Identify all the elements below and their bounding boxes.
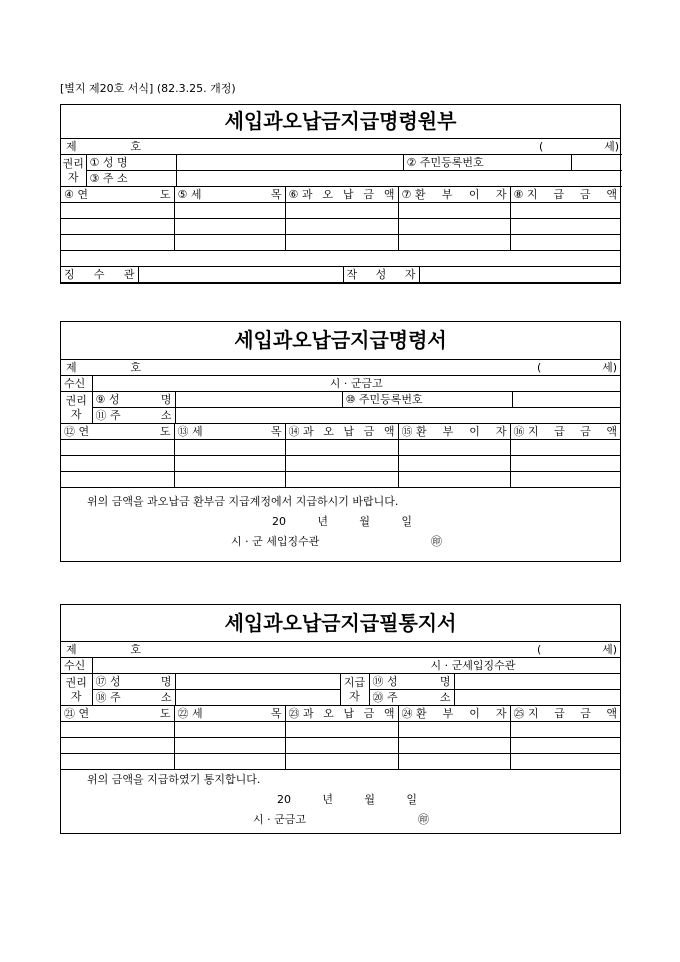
form3-address-label-b: 소: [160, 690, 172, 704]
form3-date-year-unit: 년: [322, 793, 333, 806]
form1-writer-a: 작: [346, 267, 358, 281]
form2-col-payment-c: 금: [580, 424, 591, 438]
form2-date-month-unit: 월: [359, 515, 370, 528]
cell[interactable]: [398, 472, 510, 488]
cell[interactable]: [61, 754, 174, 770]
form3-table: [61, 642, 620, 706]
form3-signer: 시 · 군금고: [253, 813, 306, 826]
form2-address-value[interactable]: [175, 408, 620, 424]
form3-address-label-a: ⑱ 주: [95, 690, 121, 704]
form2-id-label: [342, 392, 512, 408]
form1-id-label-text: ② 주민등록번호: [406, 155, 484, 169]
form2-date-year: 20: [272, 515, 286, 528]
form1-col-interest-a: ⑦ 환: [401, 187, 426, 201]
form-order: [60, 321, 621, 562]
form2-id-label-text: ⑩ 주민등록번호: [345, 392, 423, 406]
form-ledger: [60, 104, 621, 284]
cell[interactable]: [174, 235, 285, 251]
table-row: [61, 472, 620, 488]
form3-col-tax: [174, 706, 285, 722]
cell[interactable]: [285, 203, 398, 219]
cell[interactable]: [285, 456, 398, 472]
form1-writer-c: 자: [404, 267, 416, 281]
table-row: [61, 235, 620, 251]
form1-writer-label: [343, 267, 419, 283]
cell[interactable]: [174, 219, 285, 235]
form2-col-payment: [510, 424, 620, 440]
form3-right-holder: [61, 674, 92, 706]
cell[interactable]: [398, 754, 510, 770]
form3-col-overpaid-e: 액: [383, 706, 395, 720]
form2-no-row: [61, 360, 620, 376]
form3-col-interest-b: 부: [442, 706, 454, 720]
form1-address-value[interactable]: [176, 171, 622, 187]
cell[interactable]: [285, 440, 398, 456]
form1-col-overpaid: [285, 187, 398, 203]
form1-name-label: [86, 155, 176, 171]
form1-id-label: [403, 155, 571, 171]
form1-col-payment-a: ⑧ 지: [513, 187, 538, 201]
form2-address-label-b: 소: [160, 408, 172, 422]
form3-col-payment-b: 급: [554, 706, 565, 720]
form2-recipient-value: [92, 376, 620, 392]
form3-date-month-unit: 월: [364, 793, 375, 806]
form3-name-value[interactable]: [175, 674, 340, 690]
form1-col-year-b: 도: [159, 187, 171, 201]
form2-col-overpaid-d: 금: [363, 424, 375, 438]
table-row: [61, 251, 620, 267]
form1-writer-value[interactable]: [419, 267, 620, 283]
form1-col-interest: [398, 187, 510, 203]
form2-title: 세입과오납금지급명령서: [61, 322, 620, 360]
cell[interactable]: [510, 203, 620, 219]
form3-recipient-text: 수신: [64, 658, 86, 672]
form2-col-year-a: ⑫ 연: [64, 424, 90, 438]
form3-payee-name-b: 명: [439, 674, 451, 688]
form1-col-year-a: ④ 연: [64, 187, 88, 201]
form3-col-interest-c: 이: [469, 706, 480, 720]
form1-col-overpaid-a: ⑥ 과: [288, 187, 313, 201]
form3-date-year: 20: [277, 793, 291, 806]
form1-collector-a: 징: [64, 267, 75, 281]
cell[interactable]: [398, 456, 510, 472]
table-row: [61, 738, 620, 754]
form1-col-tax-a: ⑤ 세: [177, 187, 202, 201]
form2-name-label: [92, 392, 175, 408]
form2-right-holder: [61, 392, 92, 424]
form2-no-label-a: 제: [66, 360, 77, 374]
form2-table: [61, 360, 620, 424]
form2-year-close: 세): [602, 360, 617, 374]
form2-col-interest-a: ⑮ 환: [401, 424, 427, 438]
cell[interactable]: [398, 738, 510, 754]
cell[interactable]: [61, 440, 174, 456]
form2-notice-block: [61, 488, 620, 561]
form3-col-tax-b: 목: [270, 706, 282, 720]
cell[interactable]: [510, 472, 620, 488]
form3-col-overpaid-c: 납: [343, 706, 355, 720]
form3-no-row: [61, 642, 620, 658]
form3-notice: 위의 금액을 지급하였기 통지합니다.: [87, 773, 261, 786]
form1-writer-b: 성: [375, 267, 387, 281]
form1-collector-label: [61, 267, 138, 283]
form2-col-tax: [174, 424, 285, 440]
form2-year-open: (: [537, 360, 542, 374]
form2-date-day-unit: 일: [401, 515, 412, 528]
form2-id-value[interactable]: [512, 392, 620, 408]
cell[interactable]: [285, 754, 398, 770]
form2-col-payment-a: ⑯ 지: [513, 424, 539, 438]
form1-col-tax-b: 목: [270, 187, 282, 201]
form3-col-payment-c: 금: [580, 706, 591, 720]
form3-col-year-b: 도: [159, 706, 171, 720]
form1-no-label-a: 제: [66, 139, 77, 153]
form1-right-holder-b: 자: [67, 170, 79, 184]
cell[interactable]: [510, 235, 620, 251]
form3-right-holder-a: 권리: [65, 675, 87, 689]
form3-payee-a: 지급: [343, 675, 366, 689]
cell[interactable]: [285, 235, 398, 251]
cell[interactable]: [174, 738, 285, 754]
form1-col-overpaid-c: 납: [342, 187, 354, 201]
form1-col-payment-c: 금: [579, 187, 591, 201]
form3-col-year: [61, 706, 174, 722]
cell[interactable]: [510, 440, 620, 456]
form2-col-overpaid-e: 액: [383, 424, 395, 438]
form3-payee-name-a: ⑲ 성: [372, 674, 398, 688]
form1-collector-value[interactable]: [138, 267, 343, 283]
form3-recipient-label: [61, 658, 92, 674]
cell[interactable]: [61, 251, 620, 267]
cell[interactable]: [398, 235, 510, 251]
form2-col-overpaid-b: 오: [323, 424, 334, 438]
form1-amount-table: [61, 187, 620, 267]
cell[interactable]: [398, 722, 510, 738]
form3-no-label-a: 제: [66, 642, 77, 656]
cell[interactable]: [61, 235, 174, 251]
form2-col-interest-b: 부: [442, 424, 454, 438]
form2-date-year-unit: 년: [317, 515, 328, 528]
form3-recipient-value: [92, 658, 620, 674]
form3-payee: [340, 674, 369, 706]
form2-right-holder-b: 자: [70, 407, 82, 421]
form1-col-payment: [510, 187, 620, 203]
form2-address-label: [92, 408, 175, 424]
table-row: [61, 754, 620, 770]
cell[interactable]: [174, 456, 285, 472]
form1-sign-table: [61, 267, 620, 283]
form2-right-holder-a: 권리: [65, 393, 87, 407]
form2-recipient-text: 수신: [64, 376, 86, 390]
form2-col-year: [61, 424, 174, 440]
form2-col-overpaid-c: 납: [343, 424, 355, 438]
form2-notice: 위의 금액을 과오납금 환부금 지급계정에서 지급하시기 바랍니다.: [87, 495, 399, 508]
form3-address-value[interactable]: [175, 690, 340, 706]
cell[interactable]: [61, 472, 174, 488]
form3-name-label-a: ⑰ 성: [95, 674, 121, 688]
form3-payee-address-a: ⑳ 주: [372, 690, 398, 704]
form2-signer-line: [61, 532, 620, 552]
form1-col-overpaid-e: 액: [383, 187, 395, 201]
form3-col-payment-a: ㉕ 지: [513, 706, 539, 720]
form2-amount-table: [61, 424, 620, 488]
form1-col-interest-b: 부: [441, 187, 453, 201]
form1-name-label-text: ① 성 명: [89, 155, 128, 169]
form3-no-label-b: 호: [130, 642, 141, 656]
form1-col-payment-d: 액: [606, 187, 617, 201]
form1-year-close: 세): [604, 139, 620, 153]
table-row: [61, 203, 620, 219]
form1-col-interest-c: 이: [468, 187, 480, 201]
form2-seal-icon: ㊞: [431, 535, 442, 548]
cell[interactable]: [174, 754, 285, 770]
form1-address-label-text: ③ 주 소: [89, 171, 128, 185]
form2-col-tax-a: ⑬ 세: [177, 424, 203, 438]
form1-title: 세입과오납금지급명령원부: [61, 105, 620, 139]
form2-col-year-b: 도: [159, 424, 171, 438]
form3-right-holder-b: 자: [70, 689, 82, 703]
cell[interactable]: [510, 754, 620, 770]
cell[interactable]: [510, 722, 620, 738]
cell[interactable]: [61, 219, 174, 235]
form3-date: [61, 790, 417, 810]
form2-col-tax-b: 목: [270, 424, 282, 438]
form1-address-label: [86, 171, 176, 187]
form3-signer-line: [61, 810, 620, 830]
form2-name-value[interactable]: [175, 392, 342, 408]
table-row: [61, 219, 620, 235]
cell[interactable]: [61, 203, 174, 219]
form1-no-row: [61, 139, 622, 155]
form2-no-label-b: 호: [130, 360, 141, 374]
form2-name-label-a: ⑨ 성: [95, 392, 120, 406]
cell[interactable]: [285, 722, 398, 738]
form3-col-overpaid-d: 금: [363, 706, 375, 720]
form2-name-label-b: 명: [160, 392, 172, 406]
form3-name-label: [92, 674, 175, 690]
cell[interactable]: [510, 738, 620, 754]
form3-col-interest-a: ㉔ 환: [401, 706, 427, 720]
form3-payee-name-value[interactable]: [454, 674, 620, 690]
form3-amount-table: [61, 706, 620, 770]
form1-id-value[interactable]: [571, 155, 622, 171]
form1-no-label-b: 호: [130, 139, 141, 153]
cell[interactable]: [510, 219, 620, 235]
form2-col-interest: [398, 424, 510, 440]
form-notice: [60, 604, 621, 834]
form3-col-interest: [398, 706, 510, 722]
form3-year-open: (: [537, 642, 542, 656]
form3-col-tax-a: ㉒ 세: [177, 706, 203, 720]
cell[interactable]: [285, 472, 398, 488]
form1-collector-c: 관: [123, 267, 135, 281]
form1-name-value[interactable]: [176, 155, 403, 171]
form1-col-overpaid-d: 금: [363, 187, 374, 201]
form3-payee-address-b: 소: [439, 690, 451, 704]
cell[interactable]: [174, 440, 285, 456]
form1-col-overpaid-b: 오: [322, 187, 333, 201]
form3-col-interest-d: 자: [495, 706, 507, 720]
form3-address-label: [92, 690, 175, 706]
cell[interactable]: [398, 219, 510, 235]
table-row: [61, 440, 620, 456]
form3-payee-address-value[interactable]: [454, 690, 620, 706]
form1-table: [61, 139, 622, 187]
form3-notice-block: [61, 770, 620, 833]
form2-col-payment-d: 액: [606, 424, 617, 438]
cell[interactable]: [61, 722, 174, 738]
form3-recipient-value-text: 시 · 군세입징수관: [430, 658, 516, 672]
form1-right-holder: [61, 155, 86, 187]
form2-signer: 시 · 군 세입징수관: [231, 535, 320, 548]
form2-col-overpaid: [285, 424, 398, 440]
form1-col-interest-d: 자: [495, 187, 507, 201]
form3-name-label-b: 명: [160, 674, 172, 688]
form3-seal-icon: ㊞: [418, 813, 429, 826]
form2-col-overpaid-a: ⑭ 과: [288, 424, 314, 438]
form2-address-label-a: ⑪ 주: [95, 408, 121, 422]
form3-col-payment-d: 액: [606, 706, 617, 720]
form3-col-overpaid-b: 오: [323, 706, 334, 720]
cell[interactable]: [174, 472, 285, 488]
form2-date: [61, 512, 412, 532]
form1-col-payment-b: 급: [553, 187, 564, 201]
table-row: [61, 456, 620, 472]
form-number-header: [별지 제20호 서식] (82.3.25. 개정): [60, 82, 236, 95]
form2-col-interest-d: 자: [495, 424, 507, 438]
form3-col-year-a: ㉑ 연: [64, 706, 90, 720]
form3-payee-name-label: [369, 674, 454, 690]
form1-year-open: (: [539, 139, 544, 153]
form3-date-day-unit: 일: [406, 793, 417, 806]
form1-right-holder-a: 권리: [62, 156, 84, 170]
form3-payee-b: 자: [349, 689, 360, 703]
form1-col-year: [61, 187, 174, 203]
form2-col-payment-b: 급: [554, 424, 565, 438]
cell[interactable]: [510, 456, 620, 472]
form3-col-overpaid-a: ㉓ 과: [288, 706, 314, 720]
cell[interactable]: [61, 456, 174, 472]
form2-recipient-label: [61, 376, 92, 392]
form3-col-overpaid: [285, 706, 398, 722]
form3-payee-address-label: [369, 690, 454, 706]
form3-title: 세입과오납금지급필통지서: [61, 605, 620, 642]
cell[interactable]: [285, 219, 398, 235]
cell[interactable]: [398, 440, 510, 456]
table-row: [61, 722, 620, 738]
form3-year-close: 세): [602, 642, 617, 656]
cell[interactable]: [61, 738, 174, 754]
form2-col-interest-c: 이: [469, 424, 480, 438]
cell[interactable]: [174, 203, 285, 219]
form1-collector-b: 수: [93, 267, 105, 281]
form1-col-tax: [174, 187, 285, 203]
form3-col-payment: [510, 706, 620, 722]
cell[interactable]: [174, 722, 285, 738]
form2-recipient-value-text: 시 · 군금고: [329, 376, 383, 390]
cell[interactable]: [398, 203, 510, 219]
cell[interactable]: [285, 738, 398, 754]
